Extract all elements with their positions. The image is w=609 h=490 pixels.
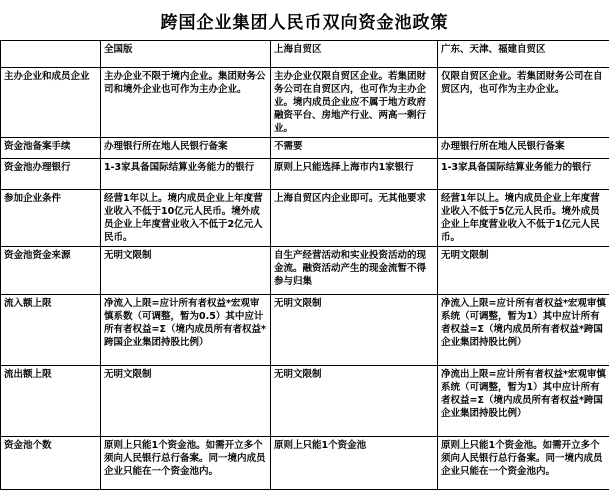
cell-national: 无明文限制 xyxy=(101,366,271,437)
cell-shanghai: 不需要 xyxy=(271,138,438,159)
cell-gd-tj-fj: 经营1年以上。境内成员企业上年度营业收入不低于5亿元人民币。境外成员企业上年度营业收入不低于1亿元人民币。 xyxy=(438,190,609,247)
row-label: 流出额上限 xyxy=(1,366,101,437)
row-label: 资金池办理银行 xyxy=(1,159,101,190)
cell-shanghai: 无明文限制 xyxy=(271,295,438,366)
table-row xyxy=(1,295,609,366)
table-row xyxy=(1,190,609,247)
cell-shanghai: 无明文限制 xyxy=(271,366,438,437)
cell-national: 主办企业不限于境内企业。集团财务公司和境外企业也可作为主办企业。 xyxy=(101,68,271,138)
row-label: 流入额上限 xyxy=(1,295,101,366)
cell-shanghai: 上海自贸区内企业即可。无其他要求 xyxy=(271,190,438,247)
cell-national: 原则上只能1个资金池。如需开立多个须向人民银行总行备案。同一境内成员企业只能在一个资金池内。 xyxy=(101,437,271,490)
cell-gd-tj-fj: 净流入上限=应计所有者权益*宏观审慎系统（可调整，暂为1）其中应计所有者权益=Σ（境内成员所有者权益*跨国企业集团持股比例） xyxy=(438,295,609,366)
cell-gd-tj-fj: 净流出上限=应计所有者权益*宏观审慎系统（可调整，暂为1）其中应计所有者权益=Σ（境内成员所有者权益*跨国企业集团持股比例） xyxy=(438,366,609,437)
row-label: 资金池备案手续 xyxy=(1,138,101,159)
cell-national: 1-3家具备国际结算业务能力的银行 xyxy=(101,159,271,190)
cell-shanghai: 原则上只能选择上海市内1家银行 xyxy=(271,159,438,190)
cell-shanghai: 原则上只能1个资金池 xyxy=(271,437,438,490)
table-row xyxy=(1,437,609,490)
cell-national: 办理银行所在地人民银行备案 xyxy=(101,138,271,159)
cell-gd-tj-fj: 原则上只能1个资金池。如需开立多个须向人民银行总行备案。同一境内成员企业只能在一个资金池内。 xyxy=(438,437,609,490)
cell-shanghai: 自生产经营活动和实业投资活动的现金流。融资活动产生的现金流暂不得参与归集 xyxy=(271,247,438,295)
table-row xyxy=(1,366,609,437)
policy-table xyxy=(0,40,609,490)
table-row xyxy=(1,68,609,138)
row-label: 参加企业条件 xyxy=(1,190,101,247)
cell-national: 无明文限制 xyxy=(101,247,271,295)
table-row xyxy=(1,247,609,295)
row-label: 资金池资金来源 xyxy=(1,247,101,295)
cell-gd-tj-fj: 无明文限制 xyxy=(438,247,609,295)
row-label: 资金池个数 xyxy=(1,437,101,490)
page-title: 跨国企业集团人民币双向资金池政策 xyxy=(0,8,609,33)
cell-gd-tj-fj: 1-3家具备国际结算业务能力的银行 xyxy=(438,159,609,190)
table-row xyxy=(1,138,609,159)
cell-shanghai: 主办企业仅限自贸区企业。若集团财务公司在自贸区内，也可作为主办企业。境内成员企业应不属于地方政府融资平台、房地产行业、两高一剩行业。 xyxy=(271,68,438,138)
table-header-row xyxy=(1,41,609,68)
cell-national: 经营1年以上。境内成员企业上年度营业收入不低于10亿元人民币。境外成员企业上年度营业收入不低于2亿元人民币。 xyxy=(101,190,271,247)
table-row xyxy=(1,159,609,190)
header-cell-national: 全国版 xyxy=(101,41,271,68)
row-label: 主办企业和成员企业 xyxy=(1,68,101,138)
cell-gd-tj-fj: 仅限自贸区企业。若集团财务公司在自贸区内，也可作为主办企业。 xyxy=(438,68,609,138)
cell-gd-tj-fj: 办理银行所在地人民银行备案 xyxy=(438,138,609,159)
cell-national: 净流入上限=应计所有者权益*宏观审慎系数（可调整，暂为0.5）其中应计所有者权益=Σ（境内成员所有者权益*跨国企业集团持股比例） xyxy=(101,295,271,366)
header-cell-blank xyxy=(1,41,101,68)
header-cell-gd-tj-fj: 广东、天津、福建自贸区 xyxy=(438,41,609,68)
header-cell-shanghai: 上海自贸区 xyxy=(271,41,438,68)
